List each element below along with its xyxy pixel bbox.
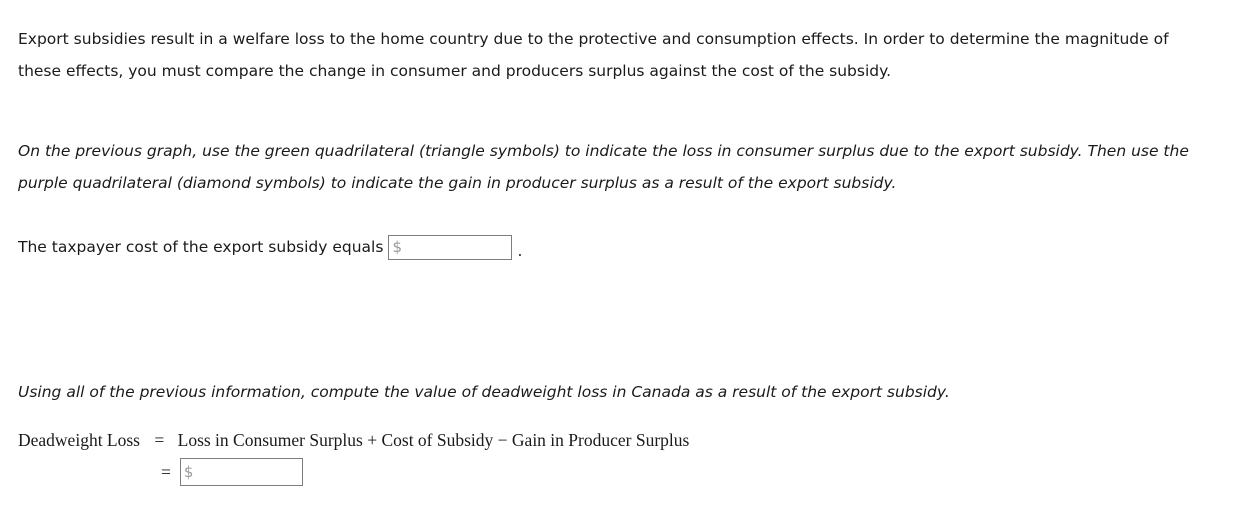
graph-instructions <box>18 135 1189 199</box>
deadweight-prompt: Using all of the previous information, compute the value of deadweight loss in Canada as a result of the export subsidy. <box>18 383 950 401</box>
intro-paragraph <box>18 23 1169 87</box>
intro-line-2: these effects, you must compare the change in consumer and producers surplus against the cost of the subsidy. <box>18 62 892 80</box>
dollar-sign: $ <box>392 238 402 256</box>
result-equals-sign: = <box>161 462 171 482</box>
deadweight-loss-label: Deadweight Loss <box>18 430 140 450</box>
intro-line-1: Export subsidies result in a welfare loss to the home country due to the protective and consumption effects. In order to determine the magnitude of <box>18 30 1169 48</box>
deadweight-equation <box>18 427 689 453</box>
instructions-line-2: purple quadrilateral (diamond symbols) to indicate the gain in producer surplus as a result of the export subsidy. <box>18 174 897 192</box>
instructions-line-1: On the previous graph, use the green quadrilateral (triangle symbols) to indicate the loss in consumer surplus due to the export subsidy. Then use the <box>18 142 1189 160</box>
deadweight-formula: Loss in Consumer Surplus + Cost of Subsidy − Gain in Producer Surplus <box>177 430 690 450</box>
taxpayer-cost-row <box>18 234 522 261</box>
deadweight-result-row <box>161 458 303 486</box>
equals-sign: = <box>154 430 165 450</box>
sentence-period: . <box>517 242 523 260</box>
deadweight-loss-input[interactable] <box>180 458 303 486</box>
dollar-sign: $ <box>183 463 194 481</box>
taxpayer-cost-input[interactable] <box>388 235 512 260</box>
taxpayer-cost-label: The taxpayer cost of the export subsidy equals <box>18 238 384 256</box>
